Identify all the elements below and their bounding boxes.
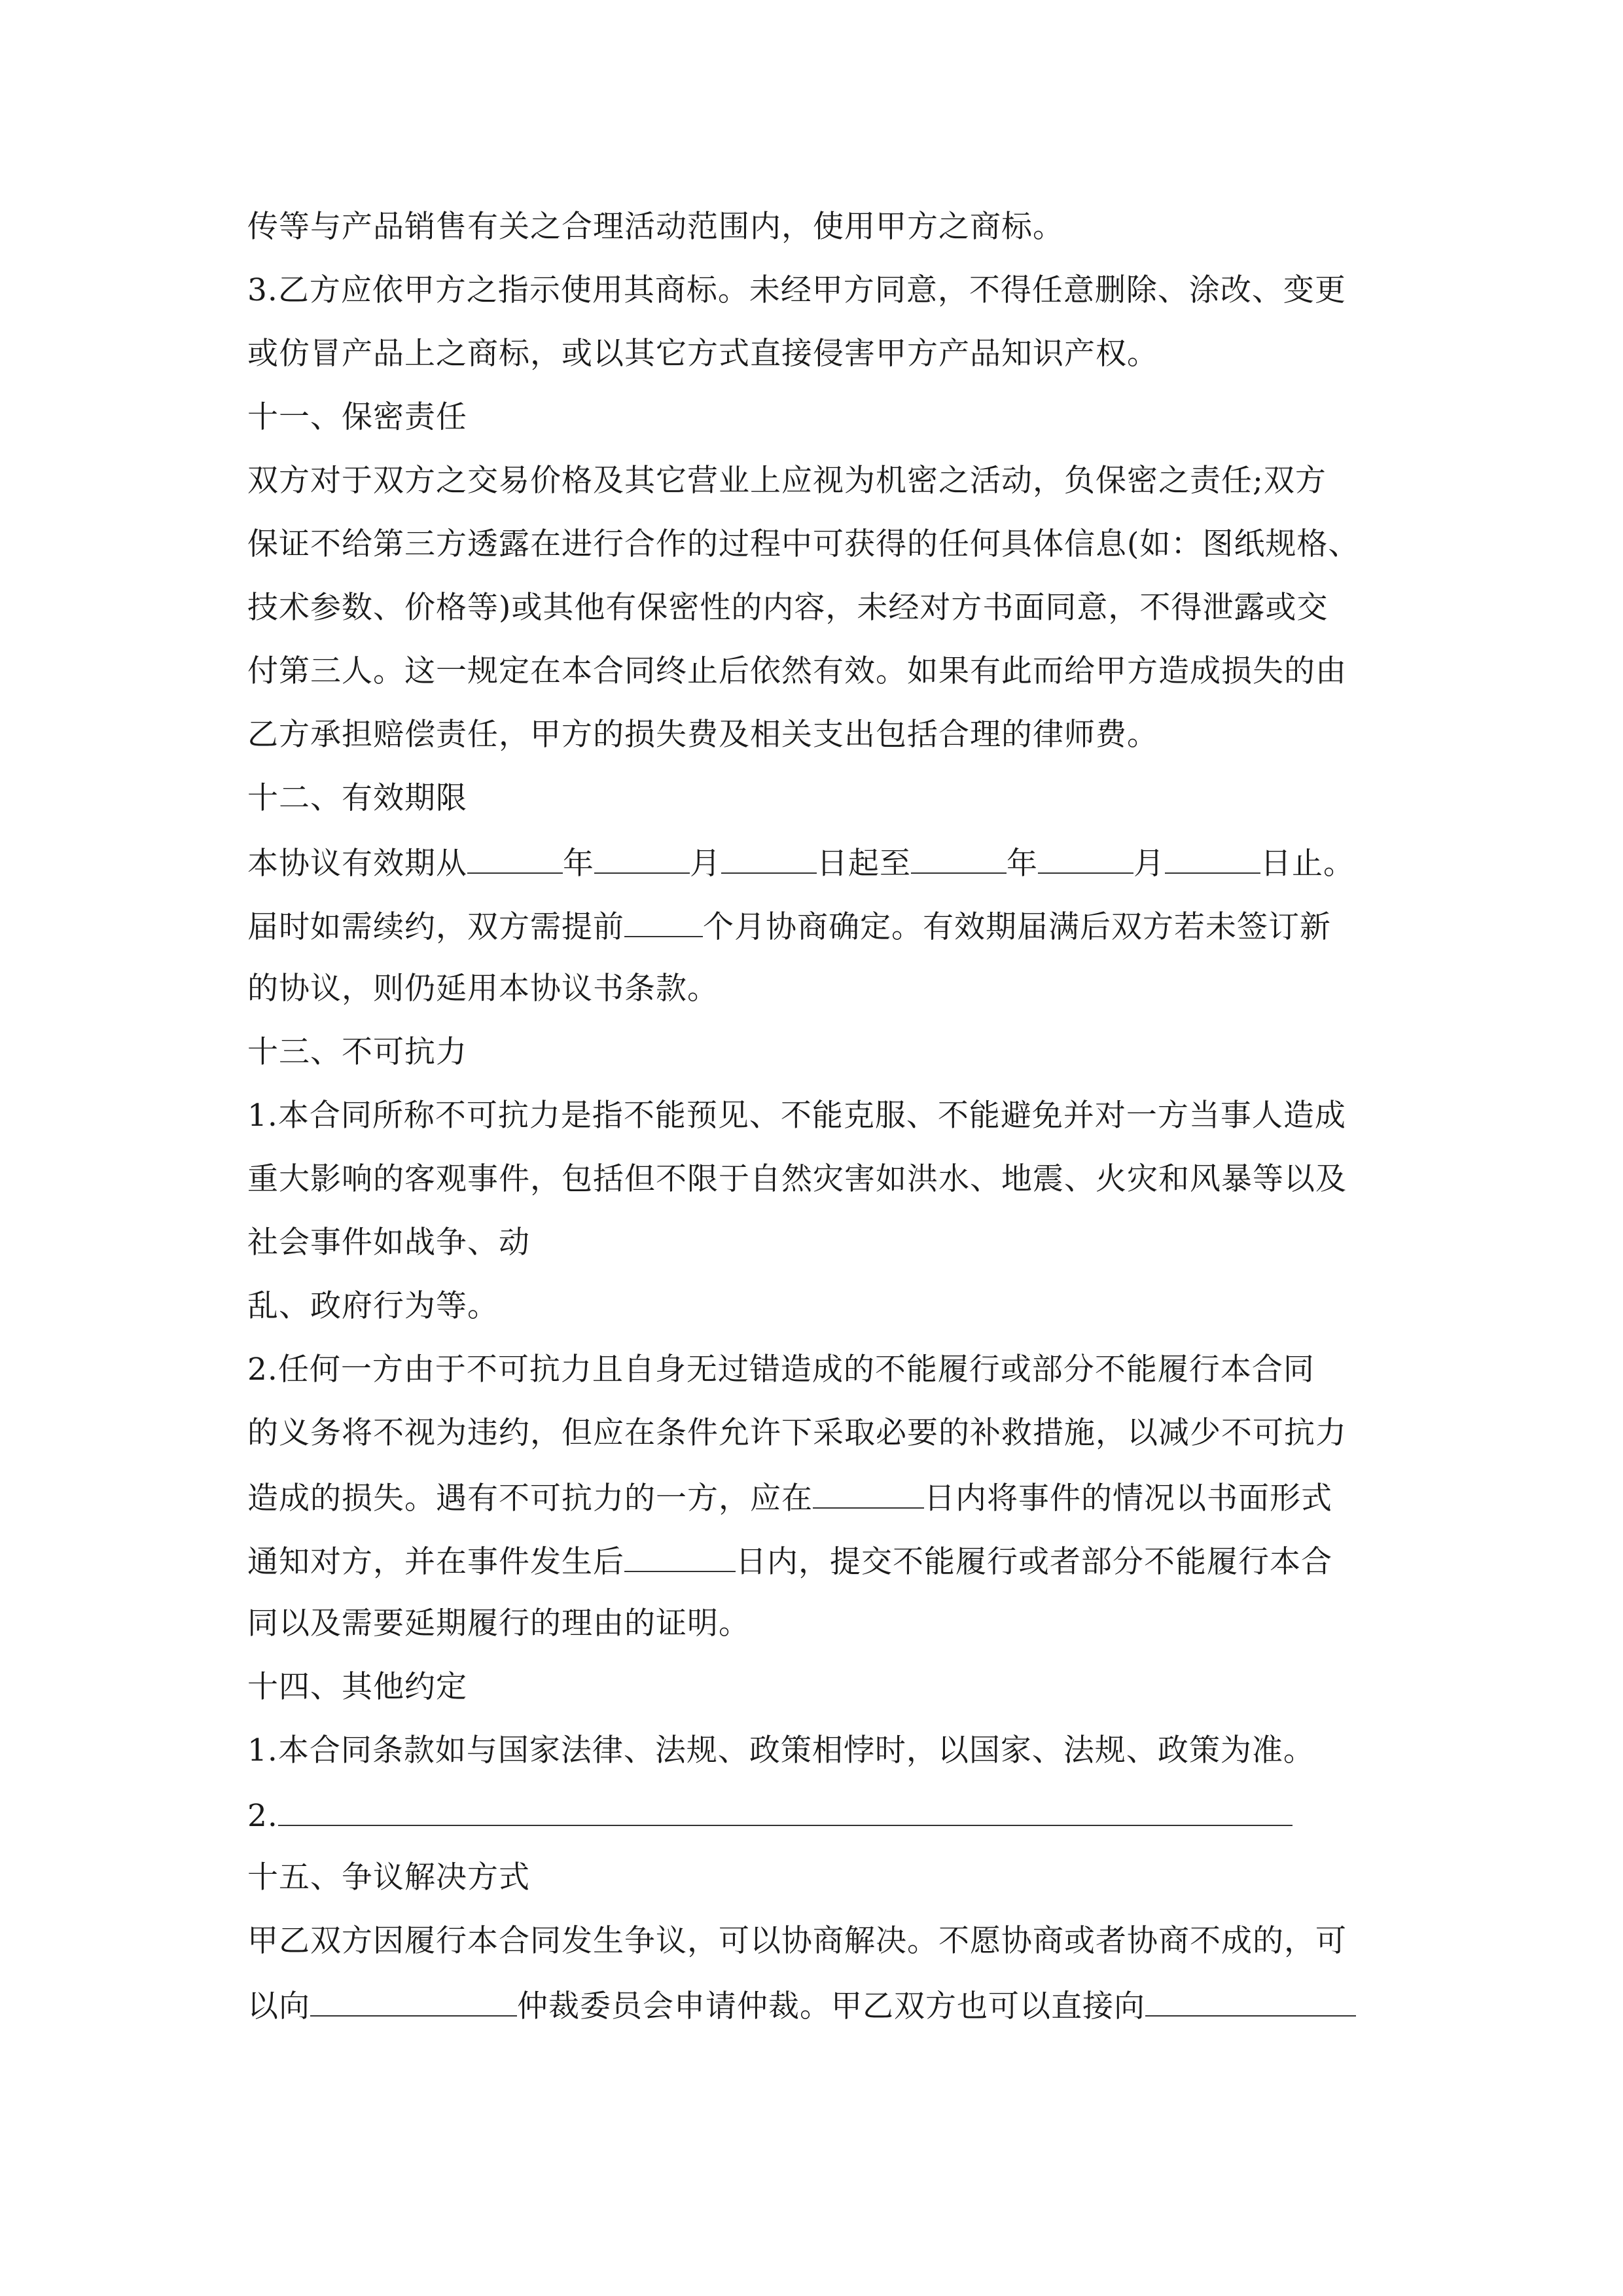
paragraph-line: 双方对于双方之交易价格及其它营业上应视为机密之活动，负保密之责任;双方 xyxy=(247,463,1327,499)
start-day-blank[interactable] xyxy=(721,842,817,874)
text-segment: 仲裁委员会申请仲裁。甲乙双方也可以直接向 xyxy=(517,1988,1145,2024)
court-blank[interactable] xyxy=(1145,1985,1356,2017)
other-terms-blank[interactable] xyxy=(278,1795,1293,1826)
text-segment: 日内，提交不能履行或者部分不能履行本合 xyxy=(736,1544,1332,1580)
paragraph-line: 传等与产品销售有关之合理活动范围内，使用甲方之商标。 xyxy=(247,209,1064,245)
text-segment: 通知对方，并在事件发生后 xyxy=(247,1544,624,1580)
text-segment: 本协议有效期从 xyxy=(247,846,467,882)
text-segment: 个月协商确定。有效期届满后双方若未签订新 xyxy=(703,909,1331,945)
paragraph-line: 乱、政府行为等。 xyxy=(247,1288,499,1324)
notice-days-blank[interactable] xyxy=(813,1477,924,1509)
text-segment: 2. xyxy=(247,1798,278,1834)
text-segment: 以向 xyxy=(247,1988,310,2024)
text-segment: 年 xyxy=(1007,846,1038,882)
paragraph-line: 甲乙双方因履行本合同发生争议，可以协商解决。不愿协商或者协商不成的，可 xyxy=(247,1923,1347,1959)
text-segment: 日内将事件的情况以书面形式 xyxy=(924,1480,1332,1516)
paragraph-line: 的义务将不视为违约，但应在条件允许下采取必要的补救措施，以减少不可抗力 xyxy=(247,1415,1347,1451)
text-segment: 届时如需续约，双方需提前 xyxy=(247,909,624,945)
section-heading: 十四、其他约定 xyxy=(247,1669,467,1705)
paragraph-line: 技术参数、价格等)或其他有保密性的内容，未经对方书面同意，不得泄露或交 xyxy=(247,590,1329,626)
paragraph-line: 3.乙方应依甲方之指示使用其商标。未经甲方同意，不得任意删除、涂改、变更 xyxy=(247,272,1346,308)
end-day-blank[interactable] xyxy=(1165,842,1260,874)
paragraph-line: 2.任何一方由于不可抗力且自身无过错造成的不能履行或部分不能履行本合同 xyxy=(247,1352,1315,1388)
paragraph-line: 同以及需要延期履行的理由的证明。 xyxy=(247,1605,750,1641)
paragraph-line: 付第三人。这一规定在本合同终止后依然有效。如果有此而给甲方造成损失的由 xyxy=(247,653,1347,689)
paragraph-line: 社会事件如战争、动 xyxy=(247,1225,530,1261)
validity-period-line xyxy=(247,842,1355,882)
paragraph-line: 的协议，则仍延用本协议书条款。 xyxy=(247,971,719,1007)
end-year-blank[interactable] xyxy=(911,842,1007,874)
paragraph-line: 重大影响的客观事件，包括但不限于自然灾害如洪水、地震、火灾和风暴等以及 xyxy=(247,1161,1347,1197)
end-month-blank[interactable] xyxy=(1038,842,1133,874)
text-segment: 月 xyxy=(1133,846,1165,882)
paragraph-line: 或仿冒产品上之商标，或以其它方式直接侵害甲方产品知识产权。 xyxy=(247,336,1158,372)
renewal-months-blank[interactable] xyxy=(624,906,703,937)
paragraph-line: 保证不给第三方透露在进行合作的过程中可获得的任何具体信息(如：图纸规格、 xyxy=(247,526,1360,562)
proof-days-line xyxy=(247,1541,1332,1580)
start-year-blank[interactable] xyxy=(467,842,563,874)
paragraph-line: 乙方承担赔偿责任，甲方的损失费及相关支出包括合理的律师费。 xyxy=(247,717,1158,753)
section-heading: 十二、有效期限 xyxy=(247,780,467,816)
arbitration-line xyxy=(247,1985,1356,2024)
text-segment: 年 xyxy=(563,846,594,882)
text-segment: 月 xyxy=(690,846,721,882)
section-heading: 十五、争议解决方式 xyxy=(247,1859,530,1895)
text-segment: 日起至 xyxy=(817,846,911,882)
start-month-blank[interactable] xyxy=(594,842,690,874)
text-segment: 日止。 xyxy=(1260,846,1355,882)
section-heading: 十三、不可抗力 xyxy=(247,1034,467,1070)
text-segment: 造成的损失。遇有不可抗力的一方，应在 xyxy=(247,1480,813,1516)
paragraph-line: 1.本合同条款如与国家法律、法规、政策相悖时，以国家、法规、政策为准。 xyxy=(247,1732,1315,1768)
other-terms-line xyxy=(247,1795,1293,1834)
proof-days-blank[interactable] xyxy=(624,1541,736,1572)
notice-days-line xyxy=(247,1477,1332,1516)
renewal-line xyxy=(247,906,1331,945)
paragraph-line: 1.本合同所称不可抗力是指不能预见、不能克服、不能避免并对一方当事人造成 xyxy=(247,1098,1346,1134)
arbitration-committee-blank[interactable] xyxy=(310,1985,517,2017)
section-heading: 十一、保密责任 xyxy=(247,399,467,435)
